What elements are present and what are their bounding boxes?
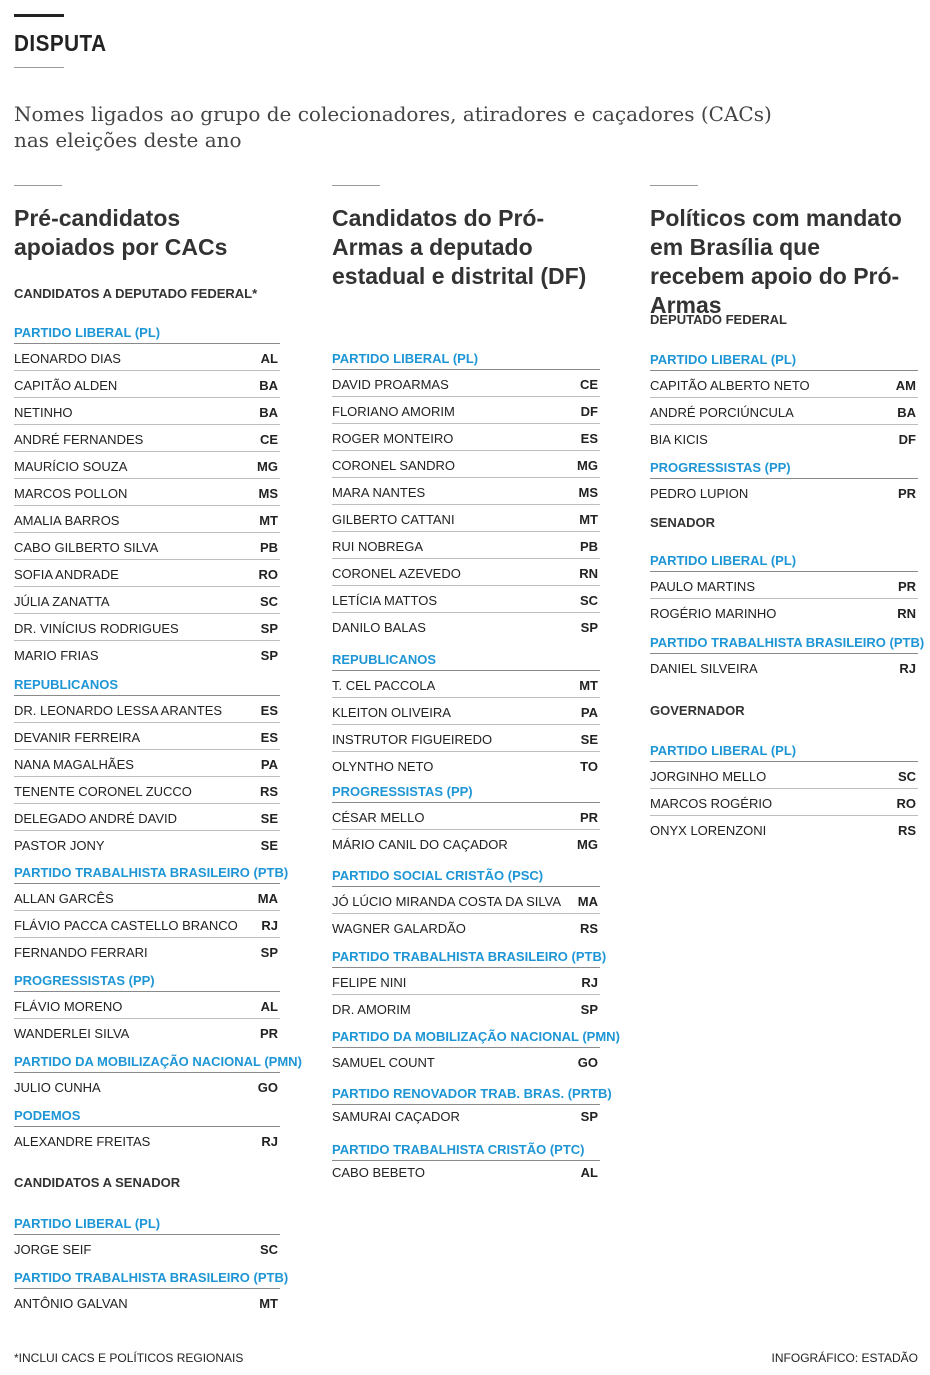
candidate-row bbox=[14, 830, 280, 857]
candidate-state: DF bbox=[898, 432, 916, 447]
candidate-name: ROGER MONTEIRO bbox=[332, 431, 454, 446]
column-title: Candidatos do Pró-Armas a deputado estadual e distrital (DF) bbox=[332, 205, 587, 289]
candidate-row bbox=[332, 1047, 600, 1074]
candidate-row bbox=[332, 670, 600, 697]
candidate-state: MG bbox=[577, 458, 598, 473]
candidate-name: PASTOR JONY bbox=[14, 838, 105, 853]
candidate-state: RJ bbox=[261, 918, 278, 933]
candidate-row bbox=[14, 883, 280, 910]
candidate-name: NETINHO bbox=[14, 405, 73, 420]
candidate-state: MT bbox=[259, 513, 278, 528]
candidate-row bbox=[14, 910, 280, 937]
candidate-name: FLÁVIO MORENO bbox=[14, 999, 123, 1014]
candidate-row bbox=[14, 451, 280, 478]
candidate-state: SE bbox=[260, 838, 278, 853]
party-heading: PARTIDO TRABALHISTA BRASILEIRO (PTB) bbox=[14, 1270, 289, 1285]
candidate-row bbox=[14, 559, 280, 586]
candidate-row bbox=[650, 478, 918, 505]
candidate-name: BIA KICIS bbox=[650, 432, 708, 447]
candidate-name: FLORIANO AMORIM bbox=[332, 404, 455, 419]
candidate-state: MA bbox=[257, 891, 278, 906]
candidate-name: MARCOS ROGÉRIO bbox=[650, 796, 773, 811]
candidate-name: DR. VINÍCIUS RODRIGUES bbox=[14, 621, 179, 636]
candidate-name: DANILO BALAS bbox=[332, 620, 426, 635]
candidate-row bbox=[14, 532, 280, 559]
candidate-state: MT bbox=[259, 1296, 278, 1311]
section-label: SENADOR bbox=[650, 515, 716, 530]
candidate-state: MG bbox=[577, 837, 598, 852]
candidate-state: BA bbox=[259, 405, 278, 420]
party-heading: PARTIDO RENOVADOR TRAB. BRAS. (PRTB) bbox=[332, 1086, 612, 1101]
candidate-row bbox=[332, 829, 600, 856]
candidate-name: CAPITÃO ALBERTO NETO bbox=[650, 378, 810, 393]
candidate-state: DF bbox=[580, 404, 598, 419]
candidate-state: SE bbox=[260, 811, 278, 826]
candidate-row bbox=[14, 397, 280, 424]
candidate-name: DR. LEONARDO LESSA ARANTES bbox=[14, 703, 223, 718]
candidate-state: GO bbox=[577, 1055, 598, 1070]
candidate-row bbox=[332, 697, 600, 724]
candidate-row bbox=[650, 653, 918, 680]
party-heading: PROGRESSISTAS (PP) bbox=[650, 460, 791, 475]
section-label: CANDIDATOS A DEPUTADO FEDERAL* bbox=[14, 286, 258, 301]
candidate-name: FELIPE NINI bbox=[332, 975, 407, 990]
candidate-name: OLYNTHO NETO bbox=[332, 759, 434, 774]
candidate-state: SC bbox=[259, 594, 278, 609]
party-heading: PARTIDO TRABALHISTA BRASILEIRO (PTB) bbox=[650, 635, 925, 650]
candidate-row bbox=[332, 531, 600, 558]
credit: INFOGRÁFICO: ESTADÃO bbox=[771, 1351, 918, 1365]
candidate-row bbox=[332, 967, 600, 994]
candidate-name: TENENTE CORONEL ZUCCO bbox=[14, 784, 192, 799]
candidate-state: MS bbox=[578, 485, 598, 500]
section-label: CANDIDATOS A SENADOR bbox=[14, 1175, 181, 1190]
candidate-state: SP bbox=[260, 648, 278, 663]
candidate-state: BA bbox=[259, 378, 278, 393]
candidate-name: DAVID PROARMAS bbox=[332, 377, 449, 392]
candidate-state: AL bbox=[260, 351, 278, 366]
candidate-name: WAGNER GALARDÃO bbox=[332, 921, 466, 936]
candidate-name: JÓ LÚCIO MIRANDA COSTA DA SILVA bbox=[332, 894, 561, 909]
candidate-state: RS bbox=[579, 921, 598, 936]
candidate-row bbox=[14, 424, 280, 451]
candidate-state: CE bbox=[259, 432, 278, 447]
candidate-state: RN bbox=[579, 566, 598, 581]
candidate-state: SP bbox=[580, 620, 598, 635]
footnote: *INCLUI CACS E POLÍTICOS REGIONAIS bbox=[14, 1351, 244, 1365]
candidate-state: RJ bbox=[261, 1134, 278, 1149]
candidate-row bbox=[332, 396, 600, 423]
party-heading: PARTIDO TRABALHISTA BRASILEIRO (PTB) bbox=[332, 949, 607, 964]
candidate-name: SAMURAI CAÇADOR bbox=[332, 1109, 460, 1124]
candidate-row bbox=[14, 1126, 280, 1153]
candidate-row bbox=[14, 695, 280, 722]
candidate-row bbox=[650, 815, 918, 842]
candidate-state: PR bbox=[579, 810, 598, 825]
page-kicker: DISPUTA bbox=[14, 30, 107, 56]
candidate-state: RN bbox=[897, 606, 916, 621]
candidate-name: ONYX LORENZONI bbox=[650, 823, 767, 838]
candidate-row bbox=[14, 722, 280, 749]
candidate-row bbox=[332, 585, 600, 612]
candidate-name: SOFIA ANDRADE bbox=[14, 567, 119, 582]
candidate-name: JORGE SEIF bbox=[14, 1242, 92, 1257]
page-subtitle: Nomes ligados ao grupo de colecionadores, atiradores e caçadores (CACs) nas eleições deste ano bbox=[14, 102, 772, 152]
candidate-row bbox=[650, 370, 918, 397]
candidate-state: TO bbox=[580, 759, 598, 774]
party-heading: PARTIDO DA MOBILIZAÇÃO NACIONAL (PMN) bbox=[332, 1029, 620, 1044]
candidate-name: DR. AMORIM bbox=[332, 1002, 411, 1017]
candidate-row bbox=[332, 886, 600, 913]
candidate-row bbox=[14, 505, 280, 532]
candidate-name: FERNANDO FERRARI bbox=[14, 945, 148, 960]
candidate-row bbox=[14, 749, 280, 776]
candidate-row bbox=[14, 937, 280, 964]
candidate-state: SP bbox=[260, 621, 278, 636]
party-heading: PARTIDO DA MOBILIZAÇÃO NACIONAL (PMN) bbox=[14, 1054, 302, 1069]
candidate-state: AM bbox=[895, 378, 916, 393]
candidate-name: JULIO CUNHA bbox=[14, 1080, 101, 1095]
candidate-name: CAPITÃO ALDEN bbox=[14, 378, 118, 393]
candidate-row bbox=[332, 369, 600, 396]
candidate-state: PR bbox=[259, 1026, 278, 1041]
candidate-row bbox=[332, 504, 600, 531]
candidate-row bbox=[332, 558, 600, 585]
candidate-row bbox=[332, 751, 600, 778]
candidate-state: MT bbox=[579, 512, 598, 527]
candidate-row bbox=[650, 397, 918, 424]
candidate-name: JÚLIA ZANATTA bbox=[14, 594, 110, 609]
candidate-state: RO bbox=[896, 796, 916, 811]
candidate-row bbox=[650, 424, 918, 451]
candidate-state: RJ bbox=[581, 975, 598, 990]
candidate-row bbox=[650, 598, 918, 625]
candidate-name: MARCOS POLLON bbox=[14, 486, 128, 501]
candidate-state: ES bbox=[580, 431, 598, 446]
candidate-name: LETÍCIA MATTOS bbox=[332, 593, 437, 608]
candidate-state: SC bbox=[897, 769, 916, 784]
candidate-name: INSTRUTOR FIGUEIREDO bbox=[332, 732, 493, 747]
candidate-name: CORONEL SANDRO bbox=[332, 458, 456, 473]
section-label: DEPUTADO FEDERAL bbox=[650, 312, 787, 327]
candidate-state: ES bbox=[260, 703, 278, 718]
candidate-state: SP bbox=[580, 1109, 598, 1124]
candidate-row bbox=[332, 802, 600, 829]
candidate-name: NANA MAGALHÃES bbox=[14, 757, 134, 772]
candidate-name: DEVANIR FERREIRA bbox=[14, 730, 141, 745]
candidate-name: MAURÍCIO SOUZA bbox=[14, 459, 128, 474]
candidate-row bbox=[650, 761, 918, 788]
column-title: Políticos com mandato em Brasília que recebem apoio do Pró-Armas bbox=[650, 205, 902, 318]
candidate-state: SP bbox=[580, 1002, 598, 1017]
candidate-row bbox=[14, 613, 280, 640]
candidate-name: ANDRÉ PORCIÚNCULA bbox=[650, 405, 794, 420]
party-heading: PARTIDO SOCIAL CRISTÃO (PSC) bbox=[332, 868, 544, 883]
column-mandato-brasilia bbox=[650, 185, 920, 320]
candidate-name: ALLAN GARCÊS bbox=[14, 891, 114, 906]
candidate-row bbox=[14, 991, 280, 1018]
candidate-row bbox=[14, 1234, 280, 1261]
party-heading: PODEMOS bbox=[14, 1108, 81, 1123]
party-heading: PROGRESSISTAS (PP) bbox=[14, 973, 155, 988]
candidate-state: AL bbox=[580, 1165, 598, 1180]
candidate-name: ANTÔNIO GALVAN bbox=[14, 1296, 128, 1311]
column-pre-candidatos bbox=[14, 185, 284, 262]
candidate-state: PB bbox=[579, 539, 598, 554]
candidate-row bbox=[14, 803, 280, 830]
candidate-row bbox=[650, 571, 918, 598]
header-rule bbox=[14, 14, 64, 17]
candidate-row bbox=[332, 423, 600, 450]
candidate-row bbox=[14, 640, 280, 667]
candidate-name: MARIO FRIAS bbox=[14, 648, 99, 663]
candidate-name: DANIEL SILVEIRA bbox=[650, 661, 758, 676]
candidate-state: PR bbox=[897, 486, 916, 501]
candidate-name: ROGÉRIO MARINHO bbox=[650, 606, 777, 621]
candidate-name: FLÁVIO PACCA CASTELLO BRANCO bbox=[14, 918, 238, 933]
candidate-row bbox=[332, 913, 600, 940]
candidate-state: AL bbox=[260, 999, 278, 1014]
candidate-state: RS bbox=[259, 784, 278, 799]
candidate-name: SAMUEL COUNT bbox=[332, 1055, 435, 1070]
party-heading: PARTIDO TRABALHISTA CRISTÃO (PTC) bbox=[332, 1142, 585, 1157]
candidate-state: MS bbox=[258, 486, 278, 501]
candidate-state: RO bbox=[258, 567, 278, 582]
candidate-state: SC bbox=[579, 593, 598, 608]
section-label: GOVERNADOR bbox=[650, 703, 745, 718]
candidate-row bbox=[332, 994, 600, 1021]
candidate-name: ALEXANDRE FREITAS bbox=[14, 1134, 151, 1149]
candidate-name: KLEITON OLIVEIRA bbox=[332, 705, 451, 720]
column-title: Pré-candidatos apoiados por CACs bbox=[14, 205, 228, 260]
candidate-row bbox=[14, 1018, 280, 1045]
candidate-state: MG bbox=[257, 459, 278, 474]
candidate-row bbox=[14, 478, 280, 505]
candidate-name: T. CEL PACCOLA bbox=[332, 678, 436, 693]
candidate-name: PAULO MARTINS bbox=[650, 579, 755, 594]
party-heading: PARTIDO TRABALHISTA BRASILEIRO (PTB) bbox=[14, 865, 289, 880]
candidate-state: PB bbox=[259, 540, 278, 555]
candidate-row bbox=[14, 1072, 280, 1099]
candidate-name: GILBERTO CATTANI bbox=[332, 512, 455, 527]
candidate-row bbox=[650, 788, 918, 815]
candidate-name: LEONARDO DIAS bbox=[14, 351, 121, 366]
candidate-name: CÉSAR MELLO bbox=[332, 810, 425, 825]
party-heading: PARTIDO LIBERAL (PL) bbox=[14, 325, 161, 340]
candidate-state: ES bbox=[260, 730, 278, 745]
candidate-state: MT bbox=[579, 678, 598, 693]
party-heading: REPUBLICANOS bbox=[332, 652, 437, 667]
column-rule bbox=[650, 185, 698, 186]
candidate-name: AMALIA BARROS bbox=[14, 513, 120, 528]
candidate-row bbox=[332, 612, 600, 639]
party-heading: PARTIDO LIBERAL (PL) bbox=[650, 743, 797, 758]
candidate-name: JORGINHO MELLO bbox=[650, 769, 767, 784]
candidate-state: MA bbox=[577, 894, 598, 909]
candidate-state: SE bbox=[580, 732, 598, 747]
candidate-name: CORONEL AZEVEDO bbox=[332, 566, 461, 581]
candidate-row bbox=[332, 1104, 600, 1128]
party-heading: PARTIDO LIBERAL (PL) bbox=[650, 553, 797, 568]
candidate-state: RJ bbox=[899, 661, 916, 676]
candidate-name: ANDRÉ FERNANDES bbox=[14, 432, 144, 447]
candidate-row bbox=[14, 1288, 280, 1315]
candidate-state: SP bbox=[260, 945, 278, 960]
candidate-name: WANDERLEI SILVA bbox=[14, 1026, 130, 1041]
column-pro-armas-estadual bbox=[332, 185, 612, 291]
candidate-state: PA bbox=[580, 705, 598, 720]
party-heading: PROGRESSISTAS (PP) bbox=[332, 784, 473, 799]
candidate-state: CE bbox=[579, 377, 598, 392]
candidate-state: GO bbox=[257, 1080, 278, 1095]
candidate-state: SC bbox=[259, 1242, 278, 1257]
candidate-state: RS bbox=[897, 823, 916, 838]
candidate-name: RUI NOBREGA bbox=[332, 539, 424, 554]
candidate-state: BA bbox=[897, 405, 916, 420]
candidate-name: CABO GILBERTO SILVA bbox=[14, 540, 159, 555]
candidate-name: DELEGADO ANDRÉ DAVID bbox=[14, 811, 178, 826]
candidate-row bbox=[14, 776, 280, 803]
candidate-row bbox=[332, 477, 600, 504]
party-heading: PARTIDO LIBERAL (PL) bbox=[650, 352, 797, 367]
candidate-name: MÁRIO CANIL DO CAÇADOR bbox=[332, 837, 508, 852]
candidate-row bbox=[14, 343, 280, 370]
column-rule bbox=[14, 185, 62, 186]
candidate-state: PR bbox=[897, 579, 916, 594]
kicker-divider bbox=[14, 67, 64, 68]
candidate-name: CABO BEBETO bbox=[332, 1165, 425, 1180]
candidate-state: PA bbox=[260, 757, 278, 772]
column-rule bbox=[332, 185, 380, 186]
candidate-name: MARA NANTES bbox=[332, 485, 426, 500]
candidate-row bbox=[332, 1160, 600, 1184]
candidate-row bbox=[14, 370, 280, 397]
party-heading: PARTIDO LIBERAL (PL) bbox=[332, 351, 479, 366]
candidate-row bbox=[332, 450, 600, 477]
candidate-row bbox=[14, 586, 280, 613]
candidate-row bbox=[332, 724, 600, 751]
candidate-name: PEDRO LUPION bbox=[650, 486, 749, 501]
party-heading: PARTIDO LIBERAL (PL) bbox=[14, 1216, 161, 1231]
party-heading: REPUBLICANOS bbox=[14, 677, 119, 692]
